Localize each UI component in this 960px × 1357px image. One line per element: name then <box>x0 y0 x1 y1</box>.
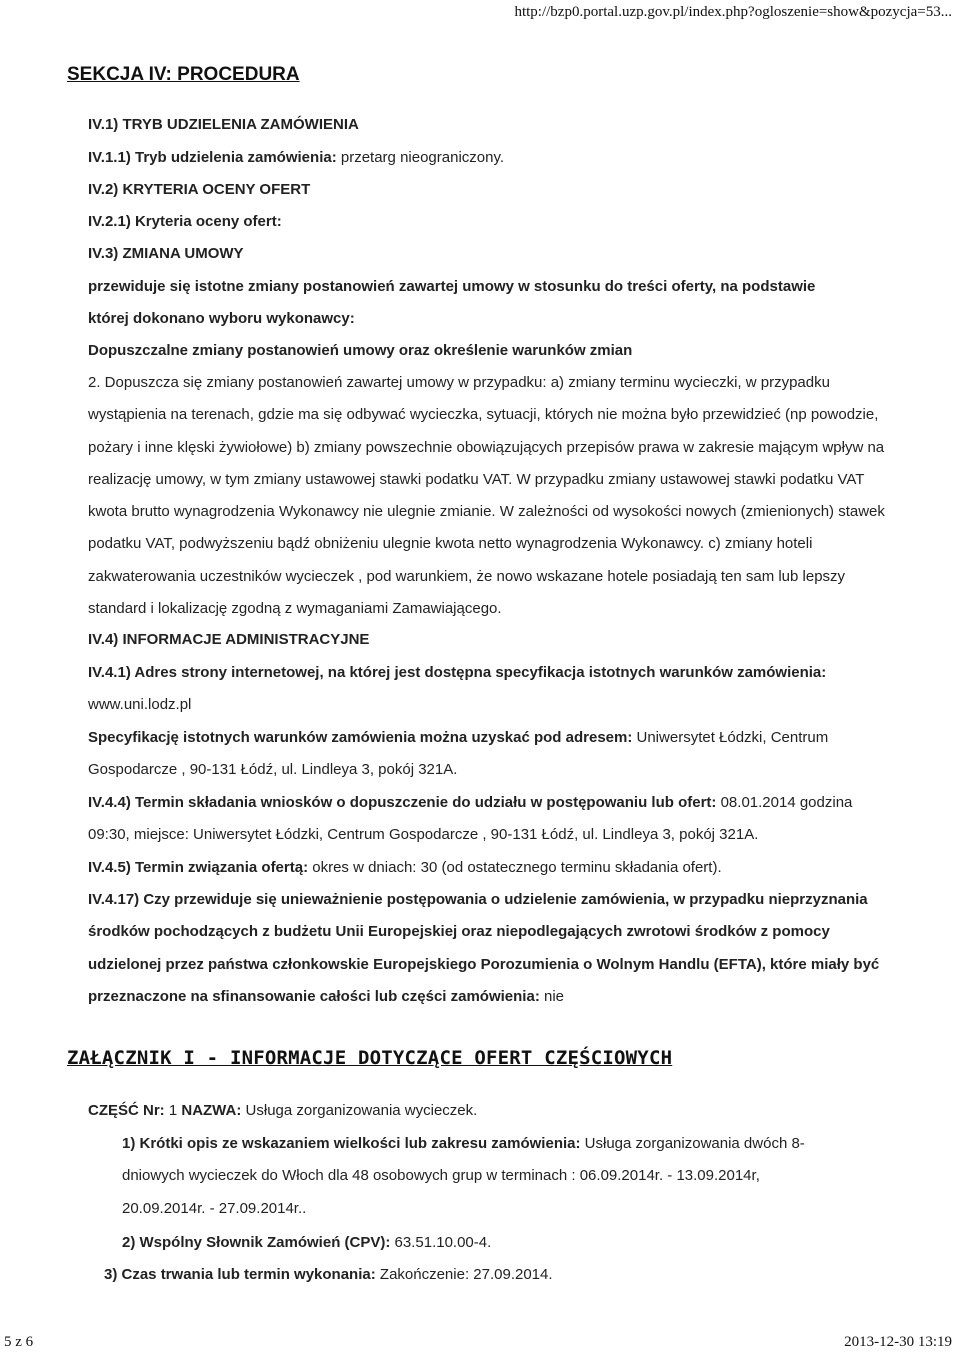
cpv-line <box>122 1234 922 1251</box>
part-label: CZĘŚĆ Nr: <box>88 1102 165 1119</box>
iv45-value: okres w dniach: 30 (od ostatecznego terminu składania ofert). <box>308 859 722 876</box>
page-number: 5 z 6 <box>4 1334 34 1350</box>
duration-value: Zakończenie: 27.09.2014. <box>375 1266 553 1283</box>
iv44-label: IV.4.4) Termin składania wniosków o dopuszczenie do udziału w postępowaniu lub ofert: <box>88 794 717 811</box>
iv44-paragraph <box>88 787 888 852</box>
iv41-label: IV.4.1) Adres strony internetowej, na której jest dostępna specyfikacja istotnych warunków zamówienia: <box>88 664 827 681</box>
iv4-heading: IV.4) INFORMACJE ADMINISTRACYJNE <box>88 631 370 648</box>
iv11-line <box>88 149 888 166</box>
cpv-value: 63.51.10.00-4. <box>390 1234 492 1251</box>
iv1-heading: IV.1) TRYB UDZIELENIA ZAMÓWIENIA <box>88 116 359 133</box>
desc1-paragraph <box>122 1128 842 1225</box>
iv41-value[interactable]: www.uni.lodz.pl <box>88 696 192 713</box>
iv417-value: nie <box>539 987 564 1005</box>
iv2-heading: IV.2) KRYTERIA OCENY OFERT <box>88 181 311 198</box>
part-number: 1 <box>164 1102 182 1119</box>
section-title: SEKCJA IV: PROCEDURA <box>67 64 300 85</box>
spec-paragraph <box>88 722 888 787</box>
iv11-value: przetarg nieograniczony. <box>336 149 505 166</box>
iv11-label: IV.1.1) Tryb udzielenia zamówienia: <box>88 149 337 166</box>
iv3-line2: której dokonano wyboru wykonawcy: <box>88 310 355 327</box>
name-value: Usługa zorganizowania wycieczek. <box>241 1102 478 1119</box>
iv45-label: IV.4.5) Termin związania ofertą: <box>88 859 309 876</box>
duration-label: 3) Czas trwania lub termin wykonania: <box>104 1266 376 1283</box>
duration-line <box>104 1266 904 1283</box>
iv44-value: 08.01.2014 godzina 09:30, miejsce: Uniwersytet Łódzki, Centrum Gospodarcze , 90-131 Łódź, ul. Lindleya 3, pokój 321A. <box>88 794 853 844</box>
iv45-line <box>88 859 888 876</box>
name-label: NAZWA: <box>181 1102 242 1119</box>
cpv-label: 2) Wspólny Słownik Zamówień (CPV): <box>122 1234 391 1251</box>
iv417-paragraph <box>88 884 888 1013</box>
desc1-label: 1) Krótki opis ze wskazaniem wielkości lub zakresu zamówienia: <box>122 1135 581 1152</box>
iv3-heading: IV.3) ZMIANA UMOWY <box>88 245 244 262</box>
iv3-line1: przewiduje się istotne zmiany postanowień zawartej umowy w stosunku do treści oferty, na podstawie <box>88 278 816 295</box>
page-url: http://bzp0.portal.uzp.gov.pl/index.php?ogloszenie=show&pozycja=53... <box>514 4 952 20</box>
attachment-title: ZAŁĄCZNIK I - INFORMACJE DOTYCZĄCE OFERT CZĘŚCIOWYCH <box>67 1047 673 1069</box>
desc1-value: Usługa zorganizowania dwóch 8-dniowych wycieczek do Włoch dla 48 osobowych grup w terminach : 06.09.2014r. - 13.09.2014r, 20.09.2014r. - 27.09.2014r.. <box>122 1135 805 1217</box>
spec-value: Uniwersytet Łódzki, Centrum Gospodarcze , 90-131 Łódź, ul. Lindleya 3, pokój 321A. <box>88 729 829 779</box>
iv3-line3: Dopuszczalne zmiany postanowień umowy oraz określenie warunków zmian <box>88 342 633 359</box>
iv21-label: IV.2.1) Kryteria oceny ofert: <box>88 213 282 230</box>
iv3-body: 2. Dopuszcza się zmiany postanowień zawartej umowy w przypadku: a) zmiany terminu wycieczki, w przypadku wystąpienia na terenach, gdzie ma się odbywać wycieczka, sytuacji, których nie można było przewidzieć (np powodzie, pożary i inne klęski żywiołowe) b) zmiany powszechnie obowiązujących przepisów prawa w zakresie mającym wpływ na realizację umowy, w tym zmiany ustawowej stawki podatku VAT. W przypadku zmiany ustawowej stawki podatku VAT kwota brutto wynagrodzenia Wykonawcy nie ulegnie zmianie. W zależności od wysokości nowych (zmienionych) stawek podatku VAT, podwyższeniu bądź obniżeniu ulegnie kwota netto wynagrodzenia Wykonawcy. c) zmiany hoteli zakwaterowania uczestników wycieczek , pod warunkiem, że nowo wskazane hotele posiadają ten sam lub lepszy standard i lokalizację zgodną z wymaganiami Zamawiającego. <box>88 374 885 618</box>
part-line <box>88 1102 888 1119</box>
print-datetime: 2013-12-30 13:19 <box>844 1334 952 1350</box>
iv417-label: IV.4.17) Czy przewiduje się unieważnienie postępowania o udzielenie zamówienia, w przypadku nieprzyznania środków pochodzących z budżetu Unii Europejskiej oraz niepodlegających zwrotowi środków z pomocy udzielonej przez państwa członkowskie Europejskiego Porozumienia o Wolnym Handlu (EFTA), które miały być przeznaczone na sfinansowanie całości lub części zamówienia: <box>88 891 880 1005</box>
spec-label: Specyfikację istotnych warunków zamówienia można uzyskać pod adresem: <box>88 729 633 746</box>
